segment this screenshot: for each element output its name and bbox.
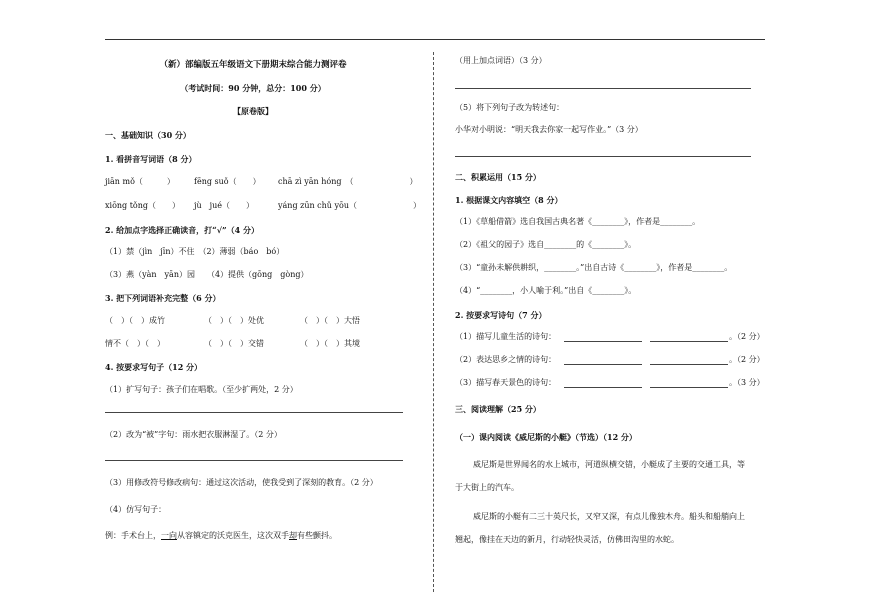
example-suffix: 有些颤抖。	[297, 531, 337, 540]
section-3-heading: 三、阅读理解（25 分）	[455, 404, 541, 414]
poem-score: 。（3 分）	[729, 378, 765, 387]
answer-line[interactable]	[650, 341, 728, 342]
q1-item: xiōng tǒng（ ）	[105, 201, 181, 210]
exam-info: （考试时间：90 分钟，总分：100 分）	[180, 83, 326, 93]
column-divider	[433, 52, 434, 592]
q5: （5）将下列句子改为转述句：	[455, 103, 565, 112]
q1-item: yáng zūn chǔ yōu（ ）	[278, 201, 421, 210]
answer-line[interactable]	[455, 88, 751, 89]
reading-1-heading: （一）课内阅读《威尼斯的小艇》（节选）（12 分）	[455, 432, 637, 442]
poem-label: （3）描写春天景色的诗句：	[455, 378, 557, 387]
q1-item: chā zì yān hóng （ ）	[278, 177, 418, 186]
passage-line: 翘起，像挂在天边的新月，行动轻快灵活，仿佛田沟里的水蛇。	[455, 535, 679, 544]
q1-item: jiān mǒ（ ）	[105, 177, 175, 186]
poem-heading: 2. 按要求写诗句（7 分）	[455, 310, 547, 320]
section-2-heading: 二、积累运用（15 分）	[455, 172, 541, 182]
q5-text: 小华对小明说：“明天我去你家一起写作业。”（3 分）	[455, 125, 643, 134]
q4-4-example	[105, 531, 337, 541]
passage-line: 威尼斯的小艇有二三十英尺长，又窄又深，有点儿像独木舟。船头和船艄向上	[473, 512, 745, 521]
q2-row: （1）禁（jìn jīn）不住 （2）薄弱（báo bó）	[105, 247, 285, 256]
section-1-heading: 一、基础知识（30 分）	[105, 130, 191, 140]
answer-line[interactable]	[650, 387, 728, 388]
q3-item: （ ）（ ）成竹	[105, 316, 165, 325]
poem-score: 。（2 分）	[729, 332, 765, 341]
answer-line[interactable]	[105, 460, 403, 461]
q4-3: （3）用修改符号修改病句：通过这次活动，使我受到了深刻的教育。（2 分）	[105, 478, 378, 487]
answer-line[interactable]	[564, 387, 642, 388]
q4-heading: 4. 按要求写句子（12 分）	[105, 362, 203, 372]
answer-line[interactable]	[650, 364, 728, 365]
fill-item: （2）《祖父的园子》选自________的《________》。	[455, 240, 637, 249]
poem-score: 。（2 分）	[729, 355, 765, 364]
q3-item: （ ）（ ）大悟	[300, 316, 360, 325]
q4-4: （4）仿写句子：	[105, 505, 167, 514]
q4-1: （1）扩写句子：孩子们在唱歌。（至少扩两处，2 分）	[105, 385, 298, 394]
fill-item: （1）《草船借箭》选自我国古典名著《________》，作者是________。	[455, 217, 701, 226]
example-middle: 从容镇定的沃克医生，这次双手	[177, 531, 289, 540]
poem-label: （2）表达思乡之情的诗句：	[455, 355, 557, 364]
q1-item: jù jué（ ）	[194, 201, 254, 210]
q1-item: fēng suǒ（ ）	[194, 177, 261, 186]
answer-line[interactable]	[455, 156, 751, 157]
fill-item: （4）“________，小人喻于利。”出自《________》。	[455, 286, 637, 295]
fill-heading: 1. 根据课文内容填空（8 分）	[455, 195, 563, 205]
exam-title: （新）部编版五年级语文下册期末综合能力测评卷	[159, 60, 347, 70]
q3-item: （ ）（ ）其境	[300, 339, 360, 348]
q2-heading: 2. 给加点字选择正确读音，打“√”（4 分）	[105, 225, 259, 235]
answer-line[interactable]	[564, 341, 642, 342]
fill-item: （3）“童孙未解供耕织，________。”出自古诗《________》，作者是________。	[455, 263, 733, 272]
q3-item: 情不（ ）（ ）	[105, 339, 165, 348]
poem-label: （1）描写儿童生活的诗句：	[455, 332, 557, 341]
q3-item: （ ）（ ）处优	[204, 316, 264, 325]
dotted-word: 一向	[161, 531, 177, 540]
q3-item: （ ）（ ）交错	[204, 339, 264, 348]
dotted-word: 却	[289, 531, 297, 540]
q2-row: （3）燕（yàn yān）园 （4）提供（gōng gòng）	[105, 270, 309, 279]
q3-heading: 3. 把下列词语补充完整（6 分）	[105, 293, 221, 303]
example-prefix: 例：手术台上，	[105, 531, 161, 540]
answer-line[interactable]	[105, 412, 403, 413]
passage-line: 威尼斯是世界闻名的水上城市，河道纵横交错，小艇成了主要的交通工具，等	[473, 460, 745, 469]
top-rule	[105, 39, 765, 40]
version-label: 【原卷版】	[233, 106, 273, 116]
passage-line: 于大街上的汽车。	[455, 483, 519, 492]
q1-heading: 1. 看拼音写词语（8 分）	[105, 154, 197, 164]
answer-line[interactable]	[564, 364, 642, 365]
continued-note: （用上加点词语）（3 分）	[455, 56, 547, 65]
q4-2: （2）改为“被”字句：雨水把衣服淋湿了。（2 分）	[105, 430, 282, 439]
